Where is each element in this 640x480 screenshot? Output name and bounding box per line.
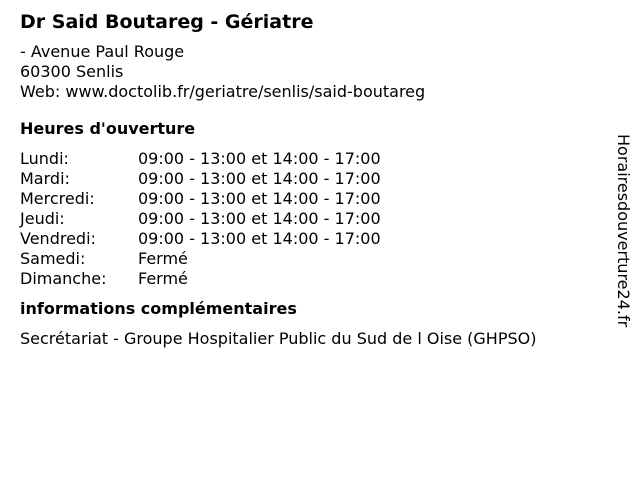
day-hours: 09:00 - 13:00 et 14:00 - 17:00 bbox=[138, 229, 381, 248]
website-line: Web: www.doctolib.fr/geriatre/senlis/said-boutareg bbox=[20, 82, 426, 101]
day-hours: 09:00 - 13:00 et 14:00 - 17:00 bbox=[138, 189, 381, 208]
site-watermark: Horairesdouverture24.fr bbox=[614, 134, 633, 328]
opening-hours-heading: Heures d'ouverture bbox=[20, 119, 196, 138]
hours-row-lundi bbox=[20, 149, 600, 169]
hours-row-mardi bbox=[20, 169, 600, 189]
hours-row-mercredi bbox=[20, 189, 600, 209]
day-hours: Fermé bbox=[138, 249, 188, 268]
additional-info-text: Secrétariat - Groupe Hospitalier Public du Sud de l Oise (GHPSO) bbox=[20, 329, 537, 348]
day-hours: 09:00 - 13:00 et 14:00 - 17:00 bbox=[138, 209, 381, 228]
day-label: Mardi: bbox=[20, 169, 70, 188]
opening-hours-table bbox=[20, 149, 600, 289]
day-hours: 09:00 - 13:00 et 14:00 - 17:00 bbox=[138, 169, 381, 188]
day-label: Dimanche: bbox=[20, 269, 107, 288]
day-label: Vendredi: bbox=[20, 229, 96, 248]
day-label: Lundi: bbox=[20, 149, 69, 168]
hours-row-jeudi bbox=[20, 209, 600, 229]
day-label: Samedi: bbox=[20, 249, 86, 268]
day-hours: 09:00 - 13:00 et 14:00 - 17:00 bbox=[138, 149, 381, 168]
day-label: Jeudi: bbox=[20, 209, 65, 228]
page-title: Dr Said Boutareg - Gériatre bbox=[20, 11, 314, 33]
additional-info-heading: informations complémentaires bbox=[20, 299, 297, 318]
address-block bbox=[20, 42, 600, 102]
hours-row-vendredi bbox=[20, 229, 600, 249]
day-hours: Fermé bbox=[138, 269, 188, 288]
hours-row-dimanche bbox=[20, 269, 600, 289]
doctor-card bbox=[20, 9, 600, 349]
hours-row-samedi bbox=[20, 249, 600, 269]
address-street: - Avenue Paul Rouge bbox=[20, 42, 185, 61]
day-label: Mercredi: bbox=[20, 189, 95, 208]
address-city: 60300 Senlis bbox=[20, 62, 124, 81]
